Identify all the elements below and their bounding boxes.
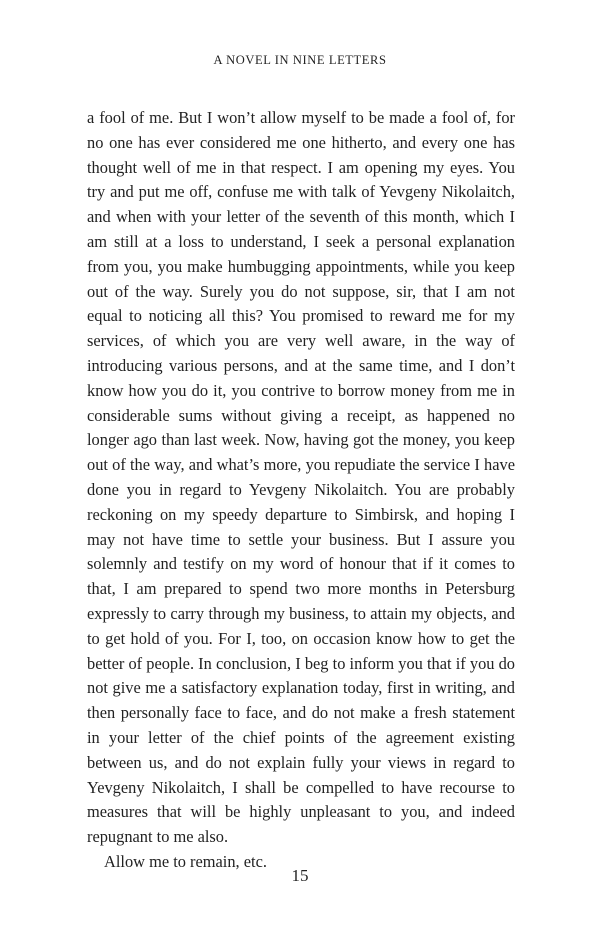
closing-paragraph: Allow me to remain, etc. bbox=[104, 851, 267, 871]
page-body bbox=[87, 106, 515, 875]
running-head: A NOVEL IN NINE LETTERS bbox=[213, 53, 387, 67]
page-number: 15 bbox=[291, 866, 309, 885]
body-paragraph: a fool of me. But I won’t allow myself to be made a fool of, for no one has ever considered me one hitherto, and every one has thought well of me in that respect. I am opening my eyes. You try and put me off, confuse me with talk of Yevgeny Nikolaitch, and when with your letter of the seventh of this month, which I am still at a loss to understand, I seek a personal explanation from you, you make humbugging appointments, while you keep out of the way. Surely you do not suppose, sir, that I am not equal to noticing all this? You promised to reward me for my services, of which you are very well aware, in the way of introducing various persons, and at the same time, and I don’t know how you do it, you contrive to borrow money from me in considerable sums without giving a receipt, as happened no longer ago than last week. Now, having got the money, you keep out of the way, and what’s more, you repudiate the service I have done you in regard to Yevgeny Nikolaitch. You are probably reckoning on my speedy departure to Simbirsk, and hoping I may not have time to settle your business. But I assure you solemnly and testify on my word of honour that if it comes to that, I am prepared to spend two more months in Petersburg expressly to carry through my business, to attain my objects, and to get hold of you. For I, too, on occasion know how to get the better of people. In conclusion, I beg to inform you that if you do not give me a satisfactory explanation today, first in writing, and then personally face to face, and do not make a fresh statement in your letter of the chief points of the agreement existing between us, and do not explain fully your views in regard to Yevgeny Nikolaitch, I shall be compelled to have recourse to measures that will be highly unpleasant to you, and indeed repugnant to me also. bbox=[87, 108, 515, 847]
